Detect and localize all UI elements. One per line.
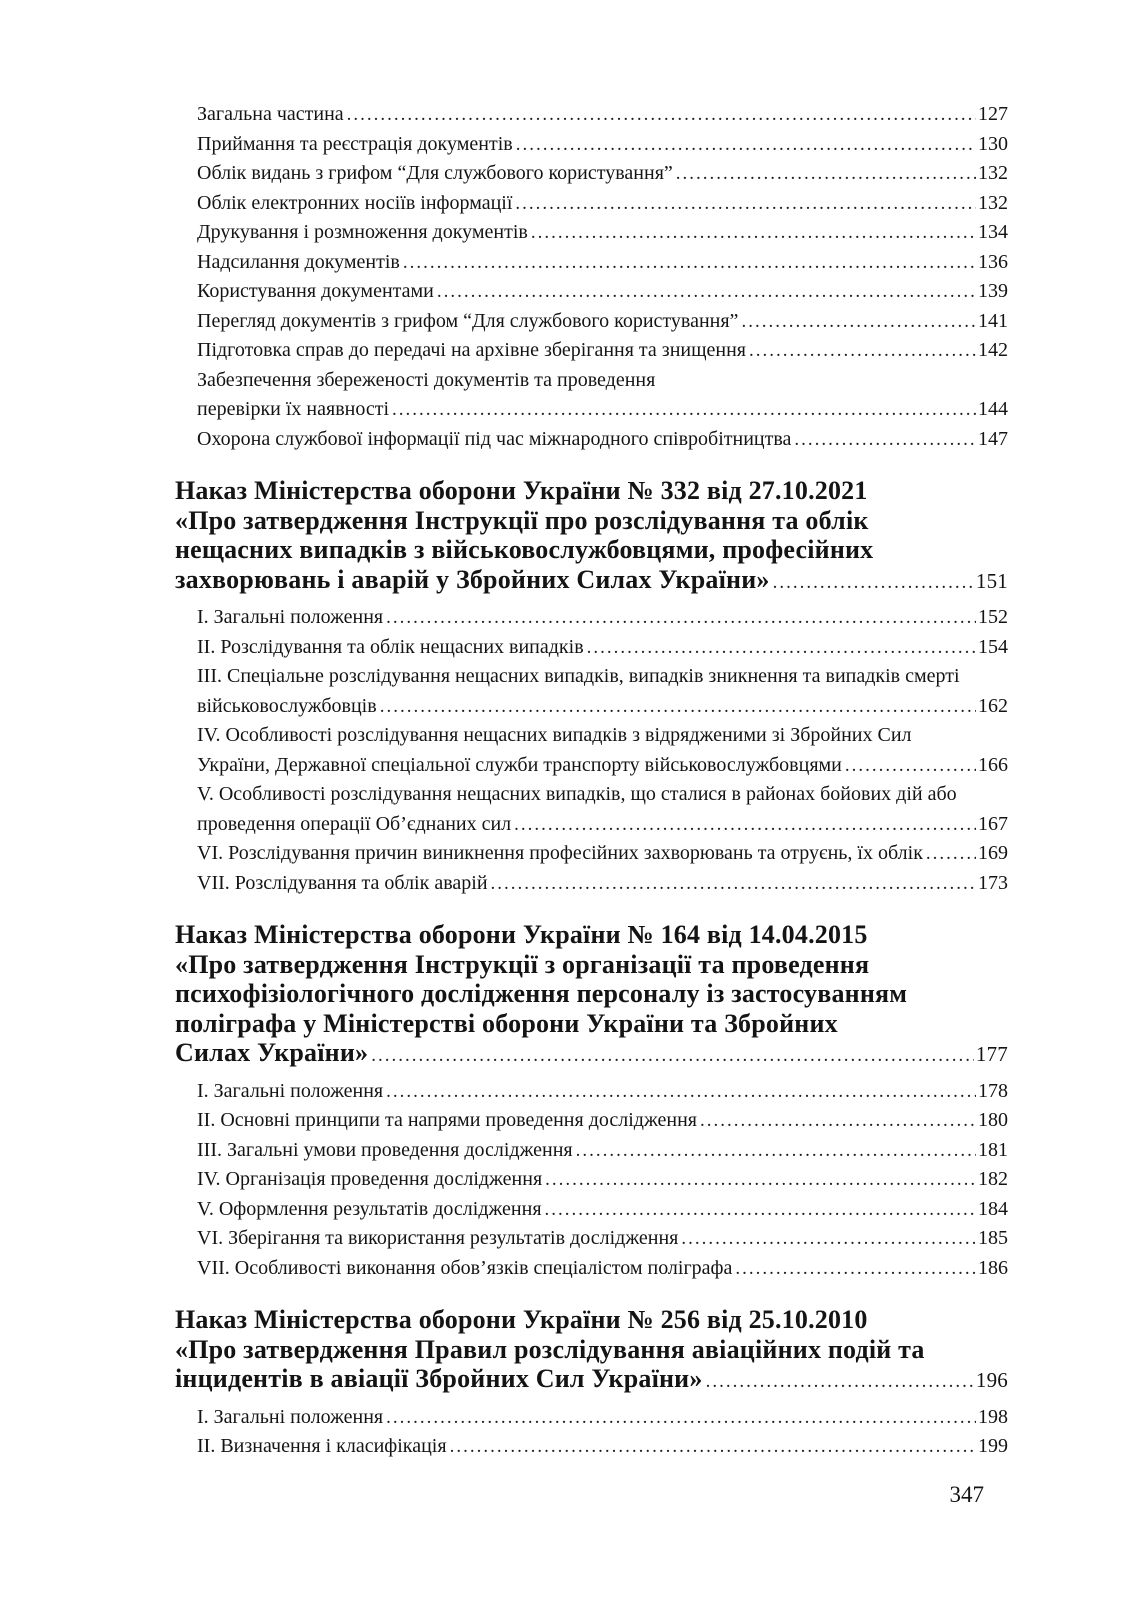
toc-entry-line-text: I. Загальні положення <box>197 1079 384 1102</box>
page-ref: 127 <box>978 103 1008 125</box>
toc-entry-line <box>197 869 1008 899</box>
toc-entry-line <box>197 277 1008 307</box>
chapter-heading <box>175 1305 1008 1397</box>
toc-entry-line-text: II. Розслідування та облік нещасних випадків <box>197 635 584 658</box>
chapter-heading-line: поліграфа у Міністерстві оборони України та Збройних <box>175 1008 838 1038</box>
chapter-heading <box>175 476 1008 597</box>
toc-entry-line: IV. Особливості розслідування нещасних випадків з відрядженими зі Збройних Сил <box>197 724 912 746</box>
toc-entry-line-text: VI. Зберігання та використання результатів дослідження <box>197 1227 679 1249</box>
toc-entry-line-text: Охорона службової інформації під час міжнародного співробітництва <box>197 427 792 450</box>
chapter-heading-line <box>175 1038 1008 1071</box>
toc-entry <box>197 307 1008 337</box>
dot-leader <box>681 1224 976 1254</box>
dot-leader <box>386 603 976 633</box>
toc <box>175 100 1008 1462</box>
toc-entry-line <box>197 751 1008 781</box>
dot-leader <box>587 633 976 663</box>
chapter-heading-line: Наказ Міністерства оборони України № 164 від 14.04.2015 <box>175 920 868 949</box>
dot-leader <box>741 307 976 337</box>
dot-leader <box>516 130 976 160</box>
page-ref: 141 <box>978 309 1008 332</box>
toc-entry-line <box>197 336 1008 366</box>
dot-leader <box>749 336 976 366</box>
toc-entry <box>197 100 1008 130</box>
toc-entry-line <box>197 603 1008 633</box>
dot-leader <box>735 1254 976 1284</box>
dot-leader <box>450 1432 976 1462</box>
toc-entry-line <box>197 810 1008 840</box>
toc-entry-line <box>197 1254 1008 1284</box>
dot-leader <box>514 810 976 840</box>
toc-entry <box>197 839 1008 869</box>
page-ref: 151 <box>975 568 1008 593</box>
toc-entry-line <box>197 1403 1008 1433</box>
page-ref: 167 <box>978 812 1008 835</box>
toc-item-list <box>175 100 1008 454</box>
toc-entry-line-text: Друкування і розмноження документів <box>197 221 528 243</box>
toc-entry-line <box>197 159 1008 189</box>
chapter-heading-line: психофізіологічного дослідження персоналу із застосуванням <box>175 979 908 1008</box>
toc-entry-line <box>197 1195 1008 1225</box>
toc-entry <box>197 1077 1008 1107</box>
toc-entry-line-text: I. Загальні положення <box>197 1405 384 1428</box>
dot-leader <box>845 751 976 781</box>
page-ref: 134 <box>978 221 1008 243</box>
toc-entry <box>197 662 1008 721</box>
toc-entry <box>197 1165 1008 1195</box>
chapter-heading-line: Наказ Міністерства оборони України № 332 від 27.10.2021 <box>175 476 868 505</box>
toc-entry-line <box>197 1165 1008 1195</box>
toc-entry-line-text: VI. Розслідування причин виникнення професійних захворювань та отруєнь, їх облік <box>197 842 923 864</box>
toc-entry-line-text: Надсилання документів <box>197 250 400 273</box>
toc-entry-line <box>197 100 1008 130</box>
dot-leader <box>545 1165 976 1195</box>
toc-entry <box>197 1254 1008 1284</box>
dot-leader <box>576 1136 976 1166</box>
page-ref: 136 <box>978 250 1008 273</box>
toc-entry-line-text: Облік електронних носіїв інформації <box>197 191 513 214</box>
toc-entry-line: III. Спеціальне розслідування нещасних випадків, випадків зникнення та випадків смерті <box>197 665 960 687</box>
chapter-heading-line: нещасних випадків з військовослужбовцями, професійних <box>175 535 874 564</box>
dot-leader <box>380 692 976 722</box>
toc-entry <box>197 721 1008 780</box>
toc-entry-line-text: III. Загальні умови проведення дослідження <box>197 1138 573 1161</box>
toc-entry-line-text: I. Загальні положення <box>197 606 384 628</box>
page-ref: 177 <box>975 1042 1008 1066</box>
toc-entry-line <box>197 1106 1008 1136</box>
toc-item-list <box>175 1077 1008 1284</box>
toc-entry-line <box>197 248 1008 278</box>
dot-leader <box>371 1038 974 1071</box>
dot-leader <box>531 218 976 248</box>
toc-entry-line-text: Приймання та реєстрація документів <box>197 132 513 155</box>
toc-entry-line-text: Облік видань з грифом “Для службового користування” <box>197 162 673 184</box>
chapter-heading-line: «Про затвердження Інструкції з організації та проведення <box>175 949 870 979</box>
page-ref: 139 <box>978 280 1008 302</box>
toc-entry-line <box>197 1224 1008 1254</box>
page-ref: 196 <box>975 1368 1008 1392</box>
toc-entry-line <box>197 1136 1008 1166</box>
page-ref: 185 <box>978 1227 1008 1249</box>
dot-leader <box>676 159 976 189</box>
page-ref: 142 <box>978 339 1008 361</box>
toc-entry-line: V. Особливості розслідування нещасних випадків, що сталися в районах бойових дій або <box>197 783 957 805</box>
dot-leader <box>386 1403 976 1433</box>
toc-entry-line-text: VII. Особливості виконання обов’язків спеціалістом поліграфа <box>197 1256 733 1279</box>
toc-entry-line: Забезпечення збереженості документів та проведення <box>197 368 656 391</box>
toc-entry <box>197 248 1008 278</box>
dot-leader <box>386 1077 976 1107</box>
toc-entry <box>197 1403 1008 1433</box>
page-ref: 169 <box>978 842 1008 864</box>
toc-entry <box>197 1432 1008 1462</box>
toc-section <box>175 476 1008 898</box>
toc-entry-line-text: II. Основні принципи та напрями проведення дослідження <box>197 1109 698 1131</box>
toc-entry <box>197 633 1008 663</box>
page-ref: 182 <box>978 1168 1008 1190</box>
dot-leader <box>794 425 976 455</box>
toc-entry-line <box>197 633 1008 663</box>
toc-item-list <box>175 1403 1008 1462</box>
toc-entry-line-text: Підготовка справ до передачі на архівне зберігання та знищення <box>197 339 746 361</box>
toc-entry <box>197 1106 1008 1136</box>
page-ref: 147 <box>978 427 1008 450</box>
page-ref: 184 <box>978 1197 1008 1220</box>
chapter-heading-line <box>175 565 1008 598</box>
toc-entry-line <box>197 130 1008 160</box>
chapter-heading <box>175 920 1008 1071</box>
toc-entry <box>197 130 1008 160</box>
chapter-heading-line-text: Силах України» <box>175 1038 369 1067</box>
chapter-heading-line <box>175 1364 1008 1397</box>
toc-entry-line <box>197 189 1008 219</box>
toc-entry-line-text: України, Державної спеціальної служби транспорту військовослужбовцями <box>197 753 842 776</box>
toc-entry <box>197 780 1008 839</box>
page-ref: 166 <box>978 753 1008 776</box>
toc-entry-line-text: перевірки їх наявності <box>197 398 390 420</box>
toc-entry-line-text: Користування документами <box>197 280 434 302</box>
dot-leader <box>491 869 976 899</box>
dot-leader <box>392 395 976 425</box>
toc-entry <box>197 366 1008 425</box>
page-ref: 132 <box>978 162 1008 184</box>
page-ref: 132 <box>978 191 1008 214</box>
page-ref: 130 <box>978 132 1008 155</box>
page-ref: 180 <box>978 1109 1008 1131</box>
page-ref: 186 <box>978 1256 1008 1279</box>
toc-entry-line-text: Перегляд документів з грифом “Для службового користування” <box>197 309 739 332</box>
toc-entry-line <box>197 1077 1008 1107</box>
page-ref: 162 <box>978 694 1008 717</box>
page-ref: 198 <box>978 1405 1008 1428</box>
toc-entry-line <box>197 395 1008 425</box>
toc-entry <box>197 1195 1008 1225</box>
toc-item-list <box>175 603 1008 898</box>
toc-entry <box>197 603 1008 633</box>
page-number: 347 <box>949 1482 984 1507</box>
toc-entry-line <box>197 1432 1008 1462</box>
toc-entry <box>197 1136 1008 1166</box>
toc-section <box>175 100 1008 454</box>
toc-entry-line-text: IV. Організація проведення дослідження <box>197 1168 543 1190</box>
dot-leader <box>403 248 976 278</box>
page-ref: 154 <box>978 635 1008 658</box>
toc-entry <box>197 277 1008 307</box>
dot-leader <box>926 839 976 869</box>
chapter-heading-line: «Про затвердження Інструкції про розслідування та облік <box>175 505 869 535</box>
page-ref: 199 <box>978 1435 1008 1457</box>
toc-entry <box>197 425 1008 455</box>
toc-entry <box>197 336 1008 366</box>
toc-entry-line-text: Загальна частина <box>197 103 344 125</box>
page-ref: 144 <box>978 398 1008 420</box>
toc-section <box>175 920 1008 1283</box>
page-ref: 152 <box>978 606 1008 628</box>
toc-entry-line <box>197 307 1008 337</box>
chapter-heading-line: «Про затвердження Правил розслідування авіаційних подій та <box>175 1334 925 1364</box>
toc-entry-line-text: V. Оформлення результатів дослідження <box>197 1197 542 1220</box>
toc-entry <box>197 189 1008 219</box>
toc-entry-line <box>197 218 1008 248</box>
dot-leader <box>515 189 976 219</box>
toc-entry-line-text: VII. Розслідування та облік аварій <box>197 871 488 894</box>
page-ref: 178 <box>978 1079 1008 1102</box>
toc-entry-line-text: проведення операції Об’єднаних сил <box>197 812 512 835</box>
chapter-heading-line: Наказ Міністерства оборони України № 256 від 25.10.2010 <box>175 1305 868 1334</box>
toc-entry-line-text: військовослужбовців <box>197 694 377 717</box>
toc-section <box>175 1305 1008 1462</box>
page-ref: 173 <box>978 871 1008 894</box>
toc-entry <box>197 159 1008 189</box>
chapter-heading-line-text: інцидентів в авіації Збройних Сил України» <box>175 1364 703 1393</box>
toc-entry-line <box>197 425 1008 455</box>
dot-leader <box>545 1195 976 1225</box>
dot-leader <box>773 565 974 598</box>
dot-leader <box>347 100 976 130</box>
toc-entry-line <box>197 692 1008 722</box>
toc-entry <box>197 869 1008 899</box>
toc-entry <box>197 218 1008 248</box>
chapter-heading-line-text: захворювань і аварій у Збройних Силах України» <box>175 564 770 594</box>
toc-entry-line-text: II. Визначення і класифікація <box>197 1435 447 1457</box>
toc-entry <box>197 1224 1008 1254</box>
dot-leader <box>437 277 976 307</box>
dot-leader <box>706 1364 974 1397</box>
toc-entry-line <box>197 839 1008 869</box>
dot-leader <box>700 1106 976 1136</box>
page-ref: 181 <box>978 1138 1008 1161</box>
